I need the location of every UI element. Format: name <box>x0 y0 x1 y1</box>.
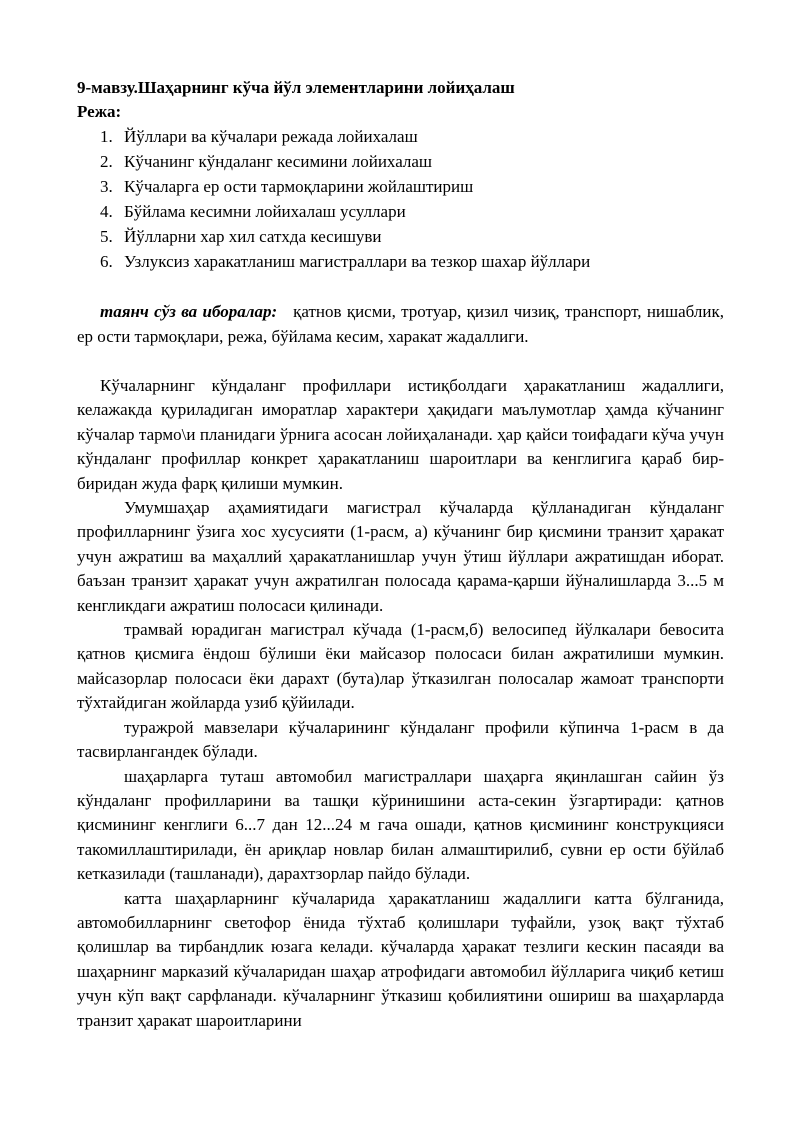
document-title: 9-мавзу.Шаҳарнинг кўча йўл элементларини лойиҳалаш <box>77 78 515 97</box>
body-paragraph: Кўчаларнинг кўндаланг профиллари истиқболдаги ҳаракатланиш жадаллиги, келажакда қуриладиган иморатлар характери ҳақидаги маълумотлар ҳамда кўчанинг кўчалар тармо\и планидаги ўрнига асосан лойиҳаланади. ҳар қайси тоифадаги кўча учун кўндаланг профиллар конкрет ҳаракатланиш шароитлари ва кенглигига қараб бир-биридан жуда фарқ қилиши мумкин. <box>77 376 724 493</box>
body-paragraph: трамвай юрадиган магистрал кўчада (1-расм,б) велосипед йўлкалари бевосита қатнов қисмига ёндош бўлиши ёки майсазор полосаси билан ажратилиши мумкин. майсазорлар полосаси ёки дарахт (бута)лар ўтказилган полосалар жамоат транспорти тўхтайдиган жойларда узиб қўйилади. <box>77 620 724 713</box>
body-paragraph: шаҳарларга туташ автомобил магистраллари шаҳарга яқинлашган сайин ўз кўндаланг профилларини ва ташқи кўринишини аста-секин ўзгартиради: қатнов қисмининг кенглиги 6...7 дан 12...24 м гача ошади, қатнов қисмининг конструкцияси такомиллаштирилади, ён ариқлар новлар билан алмаштирилиб, сувни ер ости бўйлаб кетказилади (ташланади), дарахтзорлар пайдо бўлади. <box>77 766 724 884</box>
plan-item <box>77 224 724 249</box>
plan-item <box>77 249 724 274</box>
keywords-text: қатнов қисми, тротуар, қизил чизиқ, транспорт, нишаблик, ер ости тармоқлари, режа, бўйлама кесим, харакат жадаллиги. <box>77 302 724 346</box>
document-page <box>77 76 724 1033</box>
plan-item-text: Узлуксиз харакатланиш магистраллари ва тезкор шахар йўллари <box>124 252 591 271</box>
plan-item-number: 4. <box>100 202 113 221</box>
keywords-label: таянч сўз ва иборалар: <box>100 302 278 321</box>
plan-item <box>77 124 724 149</box>
plan-item-number: 2. <box>100 152 113 171</box>
plan-item <box>77 174 724 199</box>
plan-item-text: Бўйлама кесимни лойихалаш усуллари <box>124 202 406 221</box>
plan-item-text: Йўллари ва кўчалари режада лойихалаш <box>124 127 418 146</box>
plan-item-text: Кўчаларга ер ости тармоқларини жойлаштириш <box>124 177 474 196</box>
plan-label: Режа: <box>77 102 122 121</box>
body-paragraph: Умумшаҳар аҳамиятидаги магистрал кўчаларда қўлланадиган кўндаланг профилларнинг ўзига хос хусусияти (1-расм, а) кўчанинг бир қисмини транзит ҳаракат учун ажратиш ва маҳаллий ҳаракатланишлар учун ўтиш йўллари ажратишдан иборат. баъзан транзит ҳаракат учун ажратилган полосада қарама-қарши йўналишларда 3...5 м кенгликдаги ажратиш полосаси қилинади. <box>77 498 724 615</box>
plan-list <box>77 124 724 274</box>
body-paragraph: туражрой мавзелари кўчаларининг кўндаланг профили кўпинча 1-расм в да тасвирлангандек бўлади. <box>77 717 724 762</box>
keywords-paragraph <box>77 299 724 349</box>
plan-item <box>77 149 724 174</box>
plan-item-number: 1. <box>100 127 113 146</box>
body-paragraph: катта шаҳарларнинг кўчаларида ҳаракатланиш жадаллиги катта бўлганида, автомобилларнинг светофор ёнида тўхтаб қолишлари туфайли, узоқ вақт тўхтаб қолишлар ва тирбандлик юзага келади. кўчаларда ҳаракат тезлиги кескин пасаяди ва шаҳарнинг марказий кўчаларидан шаҳар атрофидаги автомобил йўлларига чиқиб кетиш учун кўп вақт сарфланади. кўчаларнинг ўтказиш қобилиятини ошириш ва шаҳарларда транзит ҳаракат шароитларини <box>77 888 724 1030</box>
plan-item-number: 5. <box>100 227 113 246</box>
plan-item <box>77 199 724 224</box>
plan-item-number: 6. <box>100 252 113 271</box>
plan-item-number: 3. <box>100 177 113 196</box>
plan-item-text: Йўлларни хар хил сатхда кесишуви <box>124 227 382 246</box>
plan-item-text: Кўчанинг кўндаланг кесимини лойихалаш <box>124 152 433 171</box>
